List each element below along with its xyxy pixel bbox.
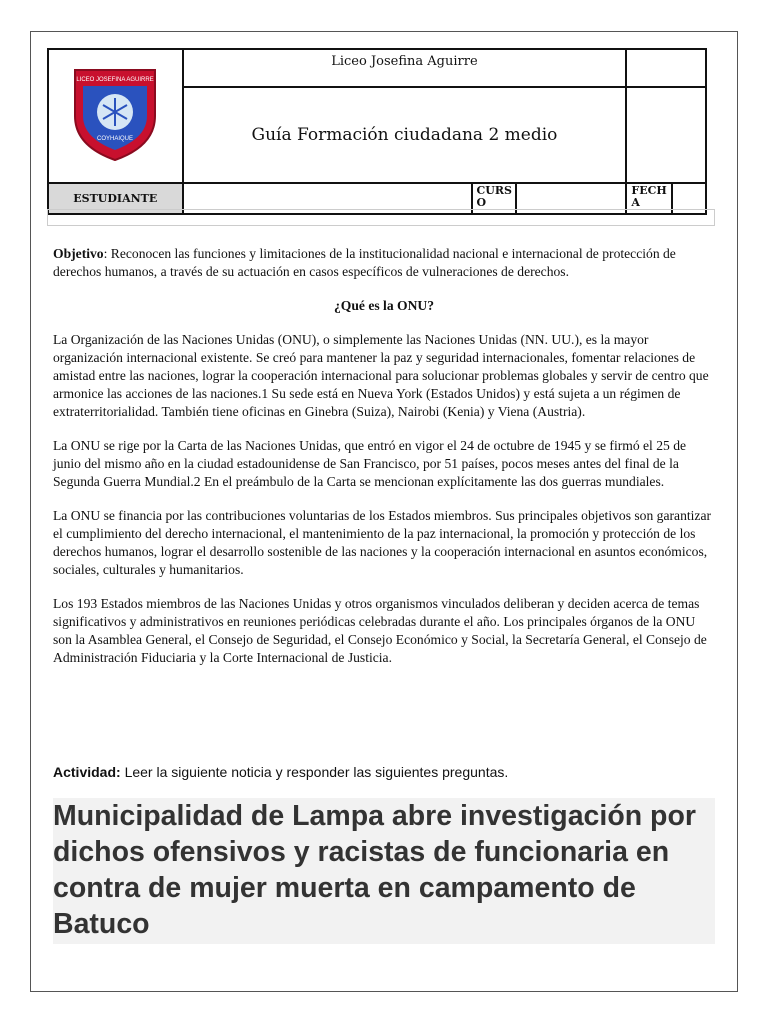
section-title: ¿Qué es la ONU?: [333, 298, 435, 313]
paragraph: La Organización de las Naciones Unidas (ONU), o simplemente las Naciones Unidas (NN. UU.), es la mayor organización internacional existente. Se creó para mantener la paz y seguridad internacionales, fomentar relaciones de amistad entre las naciones, lograr la cooperación internacional para solucionar problemas globales y servir de centro que armonice las acciones de las naciones.1 Su sede está en Nueva York (Estados Unidos) y está sujeta a un régimen de extraterritorialidad. También tiene oficinas en Ginebra (Suiza), Nairobi (Kenia) y Viena (Austria).: [53, 332, 709, 419]
svg-text:COYHAIQUE: COYHAIQUE: [97, 136, 134, 142]
course-label: CURS O: [472, 183, 516, 214]
logo-cell: [48, 49, 183, 183]
guide-title: Guía Formación ciudadana 2 medio: [183, 87, 627, 183]
svg-text:LICEO JOSEFINA AGUIRRE: LICEO JOSEFINA AGUIRRE: [76, 77, 154, 83]
paragraph: Los 193 Estados miembros de las Naciones Unidas y otros organismos vinculados deliberan y deciden acerca de temas significativos y administrativos en reuniones periódicas celebradas durante el año. Los principales órganos de la ONU son la Asamblea General, el Consejo de Seguridad, el Consejo Económico y Social, la Secretaría General, el Consejo de Administración Fiduciaria y la Corte Internacional de Justicia.: [53, 596, 707, 665]
header-empty-cell-2: [626, 87, 706, 183]
objective-text: : Reconocen las funciones y limitaciones de la institucionalidad nacional e internacional de protección de derechos humanos, a través de su actuación en casos específicos de vulneraciones de derechos.: [53, 246, 676, 279]
header-sub-bar: [47, 209, 715, 226]
school-name: Liceo Josefina Aguirre: [183, 49, 627, 87]
activity-label: Actividad:: [53, 764, 121, 780]
activity-text: Leer la siguiente noticia y responder las siguientes preguntas.: [120, 764, 509, 780]
news-headline: Municipalidad de Lampa abre investigación por dichos ofensivos y racistas de funcionaria en contra de mujer muerta en campamento de Batuco: [53, 798, 715, 944]
paragraph: La ONU se financia por las contribuciones voluntarias de los Estados miembros. Sus principales objetivos son garantizar el cumplimiento del derecho internacional, el mantenimiento de la paz internacional, la promoción y protección de los derechos humanos, lograr el desarrollo sostenible de las naciones y la cooperación internacional en asuntos económicos, sociales, culturales y humanitarios.: [53, 508, 712, 577]
paragraph: La ONU se rige por la Carta de las Naciones Unidas, que entró en vigor el 24 de octubre de 1945 y se firmó el 25 de junio del mismo año en la ciudad estadounidense de San Francisco, por 51 países, pocos meses antes del final de la Segunda Guerra Mundial.2 En el preámbulo de la Carta se mencionan explícitamente las dos guerras mundiales.: [53, 438, 687, 489]
header-table: [47, 48, 707, 215]
activity-line: [53, 764, 508, 780]
document-content: [53, 245, 715, 683]
objective-label: Objetivo: [53, 246, 104, 261]
objective-paragraph: [53, 245, 715, 281]
school-logo-icon: [69, 64, 161, 164]
student-label: ESTUDIANTE: [48, 183, 183, 214]
date-label: FECH A: [626, 183, 672, 214]
header-empty-cell: [626, 49, 706, 87]
